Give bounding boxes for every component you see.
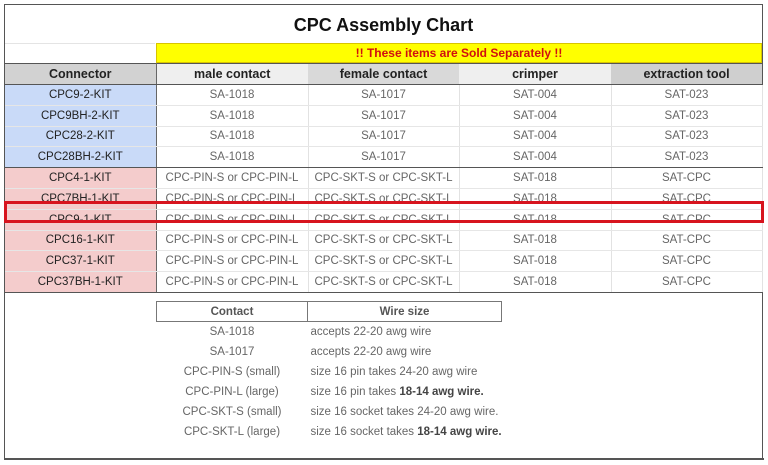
table-row (5, 272, 762, 293)
female-contact-cell: SA-1017 (308, 126, 459, 147)
table-row (5, 188, 762, 209)
crimper-cell: SAT-018 (459, 251, 611, 272)
crimper-cell: SAT-004 (459, 85, 611, 106)
extraction-tool-cell: SAT-CPC (611, 230, 762, 251)
table-row (5, 168, 762, 189)
connector-cell: CPC4-1-KIT (5, 168, 156, 189)
bottom-border (4, 458, 764, 460)
contact-cell: CPC-PIN-S (small) (183, 366, 281, 378)
extraction-tool-cell: SAT-CPC (611, 251, 762, 272)
contact-cell: SA-1017 (209, 346, 255, 358)
header-male-contact: male contact (156, 64, 308, 85)
connector-cell: CPC9-1-KIT (5, 209, 156, 230)
male-contact-cell: CPC-PIN-S or CPC-PIN-L (156, 230, 308, 251)
table-row (5, 147, 762, 168)
wire-size-cell (308, 362, 502, 382)
extraction-tool-cell: SAT-CPC (611, 168, 762, 189)
wire-size-text: size 16 pin takes 24-20 awg wire (310, 366, 478, 378)
male-contact-cell: CPC-PIN-S or CPC-PIN-L (156, 209, 308, 230)
connector-cell: CPC16-1-KIT (5, 230, 156, 251)
contact-cell: SA-1018 (209, 326, 255, 338)
crimper-cell: SAT-018 (459, 272, 611, 293)
wire-size-text: accepts 22-20 awg wire (310, 326, 432, 338)
wire-size-cell (308, 422, 502, 442)
wire-row (157, 322, 502, 343)
table-row (5, 230, 762, 251)
header-contact: Contact (157, 302, 308, 322)
female-contact-cell: SA-1017 (308, 85, 459, 106)
wire-row (157, 402, 502, 422)
connector-cell: CPC7BH-1-KIT (5, 188, 156, 209)
divider (5, 43, 155, 44)
crimper-cell: SAT-004 (459, 147, 611, 168)
crimper-cell: SAT-004 (459, 105, 611, 126)
wire-size-cell (308, 342, 502, 362)
wire-size-text: size 16 socket takes 24-20 awg wire. (310, 406, 499, 418)
wire-size-cell (308, 382, 502, 402)
male-contact-cell: CPC-PIN-S or CPC-PIN-L (156, 251, 308, 272)
header-wire-size: Wire size (308, 302, 502, 322)
female-contact-cell: CPC-SKT-S or CPC-SKT-L (308, 272, 459, 293)
wire-size-text: accepts 22-20 awg wire (310, 346, 432, 358)
wire-row (157, 362, 502, 382)
female-contact-cell: CPC-SKT-S or CPC-SKT-L (308, 209, 459, 230)
assembly-table (5, 63, 763, 293)
male-contact-cell: CPC-PIN-S or CPC-PIN-L (156, 168, 308, 189)
wire-row (157, 342, 502, 362)
male-contact-cell: CPC-PIN-S or CPC-PIN-L (156, 188, 308, 209)
female-contact-cell: SA-1017 (308, 105, 459, 126)
wire-size-cell (308, 322, 502, 343)
wire-size-table (156, 301, 502, 442)
page-title: CPC Assembly Chart (293, 15, 474, 35)
connector-cell: CPC9-2-KIT (5, 85, 156, 106)
extraction-tool-cell: SAT-CPC (611, 188, 762, 209)
crimper-cell: SAT-018 (459, 230, 611, 251)
sold-separately-banner: !! These items are Sold Separately !! (156, 43, 762, 63)
extraction-tool-cell: SAT-CPC (611, 209, 762, 230)
male-contact-cell: SA-1018 (156, 105, 308, 126)
wire-size-bold: 18-14 awg wire. (399, 386, 484, 398)
wire-size-cell (308, 402, 502, 422)
wire-row (157, 422, 502, 442)
connector-cell: CPC37BH-1-KIT (5, 272, 156, 293)
table-row (5, 85, 762, 106)
wire-size-text: size 16 pin takes (310, 386, 400, 398)
crimper-cell: SAT-018 (459, 209, 611, 230)
header-connector: Connector (5, 64, 156, 85)
male-contact-cell: SA-1018 (156, 147, 308, 168)
extraction-tool-cell: SAT-023 (611, 105, 762, 126)
male-contact-cell: SA-1018 (156, 85, 308, 106)
header-crimper: crimper (459, 64, 611, 85)
female-contact-cell: CPC-SKT-S or CPC-SKT-L (308, 251, 459, 272)
female-contact-cell: CPC-SKT-S or CPC-SKT-L (308, 230, 459, 251)
connector-cell: CPC28BH-2-KIT (5, 147, 156, 168)
female-contact-cell: SA-1017 (308, 147, 459, 168)
wire-size-bold: 18-14 awg wire. (417, 426, 502, 438)
table-row (5, 251, 762, 272)
crimper-cell: SAT-018 (459, 188, 611, 209)
male-contact-cell: SA-1018 (156, 126, 308, 147)
wire-size-text: size 16 socket takes (310, 426, 418, 438)
table-row (5, 126, 762, 147)
extraction-tool-cell: SAT-CPC (611, 272, 762, 293)
contact-cell: CPC-PIN-L (large) (185, 386, 279, 398)
female-contact-cell: CPC-SKT-S or CPC-SKT-L (308, 168, 459, 189)
extraction-tool-cell: SAT-023 (611, 85, 762, 106)
contact-cell: CPC-SKT-S (small) (182, 406, 282, 418)
contact-cell: CPC-SKT-L (large) (183, 426, 281, 438)
wire-row (157, 382, 502, 402)
header-extraction-tool: extraction tool (611, 64, 762, 85)
header-female-contact: female contact (308, 64, 459, 85)
extraction-tool-cell: SAT-023 (611, 147, 762, 168)
connector-cell: CPC28-2-KIT (5, 126, 156, 147)
highlighted-row (5, 209, 762, 230)
crimper-cell: SAT-018 (459, 168, 611, 189)
wire-header-row (157, 302, 502, 322)
male-contact-cell: CPC-PIN-S or CPC-PIN-L (156, 272, 308, 293)
connector-cell: CPC37-1-KIT (5, 251, 156, 272)
extraction-tool-cell: SAT-023 (611, 126, 762, 147)
header-row (5, 64, 762, 85)
crimper-cell: SAT-004 (459, 126, 611, 147)
connector-cell: CPC9BH-2-KIT (5, 105, 156, 126)
table-row (5, 105, 762, 126)
female-contact-cell: CPC-SKT-S or CPC-SKT-L (308, 188, 459, 209)
